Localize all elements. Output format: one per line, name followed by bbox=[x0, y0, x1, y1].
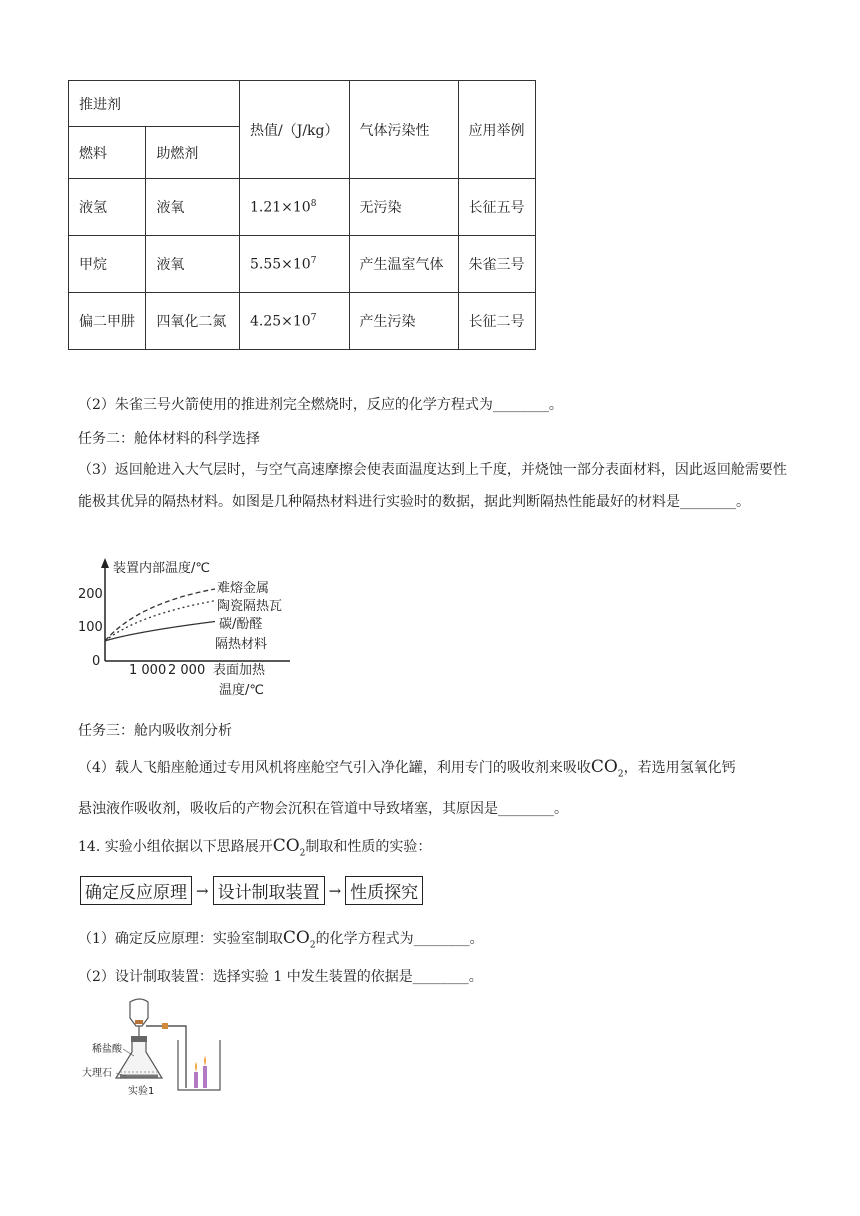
propellant-table bbox=[68, 80, 536, 350]
heat-exponent: 8 bbox=[310, 198, 317, 209]
header-example: 应用举例 bbox=[458, 81, 535, 179]
flame-icon bbox=[204, 1056, 206, 1066]
question-3: （3）返回舱进入大气层时，与空气高速摩擦会使表面温度达到上千度，并烧蚀一部分表面材料，因此返回舱需要性能极其优异的隔热材料。如图是几种隔热材料进行实验时的数据，据此判断隔热性能最好的材料是________。 bbox=[78, 462, 787, 510]
stopcock-icon bbox=[135, 1020, 143, 1024]
co2-base: CO bbox=[282, 928, 310, 948]
fuel-cell: 甲烷 bbox=[69, 236, 146, 293]
header-heat: 热值/（J/kg） bbox=[240, 81, 350, 179]
heat-cell bbox=[240, 179, 350, 236]
heat-base: 4.25×10 bbox=[250, 313, 311, 330]
label-dilute-hcl: 稀盐酸 bbox=[92, 1044, 122, 1055]
example-cell: 朱雀三号 bbox=[458, 236, 535, 293]
heat-exponent: 7 bbox=[310, 312, 317, 323]
arrow-right-icon: → bbox=[196, 881, 209, 900]
flow-step: 性质探究 bbox=[345, 876, 423, 905]
insulation-chart bbox=[75, 556, 315, 706]
question-14-1 bbox=[78, 928, 484, 950]
header-fuel: 燃料 bbox=[69, 127, 146, 179]
fuel-cell: 偏二甲肼 bbox=[69, 293, 146, 350]
oxidizer-cell: 液氧 bbox=[146, 236, 240, 293]
series-line bbox=[105, 601, 215, 641]
y-tick-label: 0 bbox=[92, 654, 101, 669]
flow-step: 确定反应原理 bbox=[80, 876, 192, 905]
series-label: 碳/酚醛 bbox=[219, 617, 263, 632]
fuel-cell: 液氢 bbox=[69, 179, 146, 236]
y-axis-arrow bbox=[101, 558, 109, 568]
question-14-text: 制取和性质的实验： bbox=[305, 839, 432, 855]
x-axis-label-line1: 表面加热 bbox=[213, 663, 266, 678]
question-4 bbox=[78, 757, 736, 779]
header-propellant: 推进剂 bbox=[69, 81, 240, 127]
heat-cell bbox=[240, 236, 350, 293]
question-2: （2）朱雀三号火箭使用的推进剂完全燃烧时，反应的化学方程式为________。 bbox=[78, 397, 563, 413]
series-line bbox=[105, 621, 215, 640]
question-4-text: ，若选用氢氧化钙 bbox=[623, 760, 736, 776]
question-4-line2: 悬浊液作吸收剂，吸收后的产物会沉积在管道中导致堵塞，其原因是________。 bbox=[78, 801, 568, 817]
heat-exponent: 7 bbox=[310, 255, 317, 266]
candle-icon bbox=[203, 1066, 207, 1088]
series-label: 难熔金属 bbox=[217, 581, 270, 596]
x-axis-label-line2: 温度/℃ bbox=[219, 683, 264, 698]
label-marble: 大理石 bbox=[82, 1068, 112, 1079]
experiment-caption: 实验1 bbox=[128, 1086, 155, 1097]
co2-subscript: 2 bbox=[309, 940, 316, 951]
co2-base: CO bbox=[272, 836, 300, 856]
co2-formula bbox=[272, 836, 306, 859]
flame-icon bbox=[195, 1062, 197, 1072]
pollution-cell: 产生污染 bbox=[349, 293, 458, 350]
series-line bbox=[105, 589, 215, 641]
oxidizer-cell: 四氧化二氮 bbox=[146, 293, 240, 350]
example-cell: 长征五号 bbox=[458, 179, 535, 236]
workflow-diagram bbox=[80, 876, 423, 905]
beaker-icon bbox=[178, 1040, 220, 1090]
example-cell: 长征二号 bbox=[458, 293, 535, 350]
task-2-heading: 任务二：舱体材料的科学选择 bbox=[78, 431, 260, 447]
table-row bbox=[69, 179, 536, 236]
question-4-text: （4）载人飞船座舱通过专用风机将座舱空气引入净化罐，利用专门的吸收剂来吸收 bbox=[78, 760, 591, 776]
question-14-1-text: 的化学方程式为________。 bbox=[315, 931, 484, 947]
question-14 bbox=[78, 836, 431, 858]
pollution-cell: 产生温室气体 bbox=[349, 236, 458, 293]
arrow-right-icon: → bbox=[328, 881, 342, 900]
rubber-connector bbox=[162, 1023, 168, 1029]
header-oxidizer: 助燃剂 bbox=[146, 127, 240, 179]
co2-base: CO bbox=[590, 757, 618, 777]
x-tick-label: 1 000 bbox=[129, 663, 167, 678]
heat-cell bbox=[240, 293, 350, 350]
co2-subscript: 2 bbox=[617, 769, 624, 780]
table-row bbox=[69, 236, 536, 293]
flask-icon bbox=[116, 1040, 162, 1078]
series-label: 陶瓷隔热瓦 bbox=[217, 599, 283, 614]
heat-base: 5.55×10 bbox=[250, 256, 311, 273]
co2-subscript: 2 bbox=[299, 848, 306, 859]
y-axis-label: 装置内部温度/℃ bbox=[113, 561, 210, 576]
table-row bbox=[69, 293, 536, 350]
task-3-heading: 任务三：舱内吸收剂分析 bbox=[78, 723, 232, 739]
oxidizer-cell: 液氧 bbox=[146, 179, 240, 236]
question-14-1-text: （1）确定反应原理：实验室制取 bbox=[78, 931, 283, 947]
delivery-tube bbox=[146, 1026, 186, 1088]
pollution-cell: 无污染 bbox=[349, 179, 458, 236]
flow-step: 设计制取装置 bbox=[213, 876, 325, 905]
heat-base: 1.21×10 bbox=[250, 199, 311, 216]
y-tick-label: 100 bbox=[78, 620, 103, 635]
question-14-text: 14. 实验小组依据以下思路展开 bbox=[78, 839, 273, 855]
candle-icon bbox=[194, 1072, 198, 1088]
question-14-2: （2）设计制取装置：选择实验 1 中发生装置的依据是________。 bbox=[78, 969, 483, 985]
stopper-icon bbox=[131, 1036, 147, 1042]
y-tick-label: 200 bbox=[78, 587, 103, 602]
x-tick-label: 2 000 bbox=[168, 663, 206, 678]
co2-formula bbox=[590, 757, 624, 780]
co2-formula bbox=[282, 928, 316, 951]
extra-label: 隔热材料 bbox=[215, 637, 268, 652]
header-pollution: 气体污染性 bbox=[349, 81, 458, 179]
experiment-1-apparatus bbox=[78, 996, 238, 1102]
